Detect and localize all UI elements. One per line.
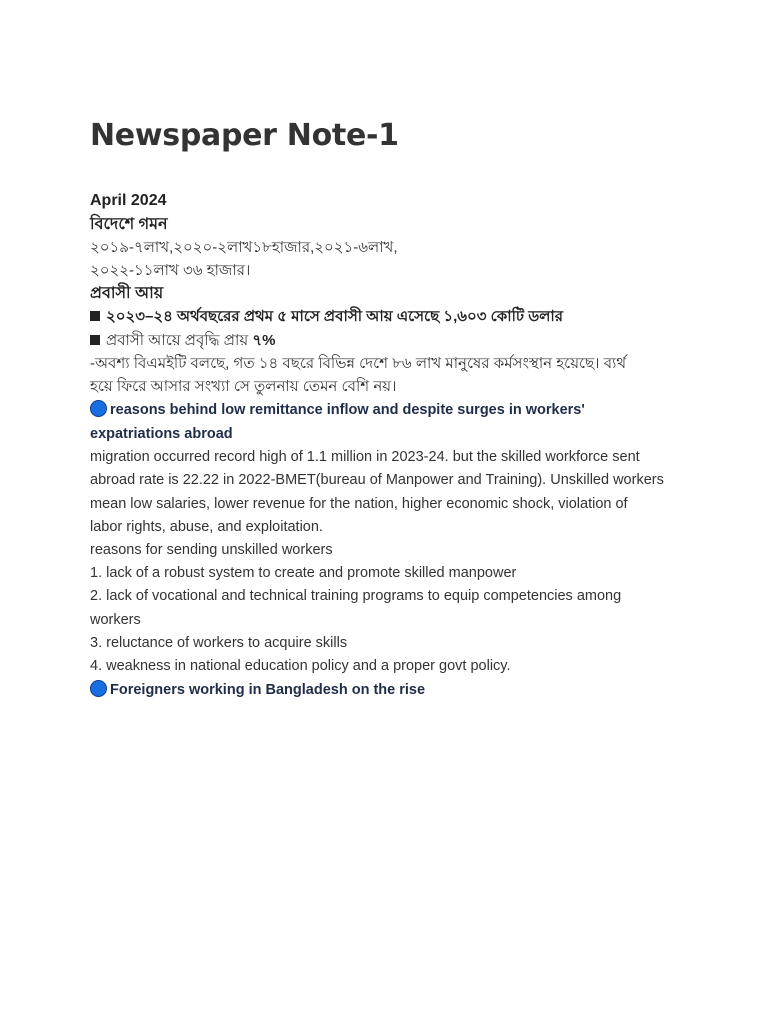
list-item: 4. weakness in national education policy and a proper govt policy. [90, 658, 511, 675]
reasons-list-title: reasons for sending unskilled workers [90, 542, 333, 559]
remittance-bullet-1-text: ২০২৩–২৪ অর্থবছরের প্রথম ৫ মাসে প্রবাসী আয় এসেছে ১,৬০৩ কোটি ডলার [106, 308, 564, 326]
abroad-stats-line-2: ২০২২-১১লাখ ৩৬ হাজার। [90, 262, 251, 280]
reasons-heading-line-2: expatriations abroad [90, 426, 233, 443]
reasons-heading [90, 398, 690, 422]
list-item: 2. lack of vocational and technical training programs to equip competencies among [90, 588, 622, 605]
blue-circle-icon [90, 400, 107, 417]
bmet-line-1: -অবশ্য বিএমইটি বলছে, গত ১৪ বছরে বিভিন্ন দেশে ৮৬ লাখ মানুষের কর্মসংস্থান হয়েছে। ব্যর্থ [90, 354, 627, 372]
black-square-bullet-icon [90, 335, 100, 345]
migration-line-2: abroad rate is 22.22 in 2022-BMET(bureau of Manpower and Training). Unskilled workers [90, 472, 664, 489]
black-square-bullet-icon [90, 311, 100, 321]
section-heading-remittance: প্রবাসী আয় [90, 285, 164, 303]
bmet-line-2: হয়ে ফিরে আসার সংখ্যা সে তুলনায় তেমন বেশি নয়। [90, 378, 397, 396]
reasons-heading-line-1: reasons behind low remittance inflow and despite surges in workers' [110, 402, 585, 419]
list-item: 1. lack of a robust system to create and promote skilled manpower [90, 565, 517, 582]
remittance-bullet-1 [90, 305, 690, 328]
migration-line-3: mean low salaries, lower revenue for the nation, higher economic shock, violation of [90, 495, 628, 512]
blue-circle-icon [90, 680, 107, 697]
migration-line-4: labor rights, abuse, and exploitation. [90, 518, 323, 535]
list-item: 3. reluctance of workers to acquire skills [90, 634, 348, 651]
note-content [90, 116, 690, 702]
section-heading-abroad-travel: বিদেশে গমন [90, 216, 168, 233]
foreigners-heading-text: Foreigners working in Bangladesh on the rise [110, 682, 426, 699]
page-title: Newspaper Note-1 [90, 118, 399, 153]
month-heading: April 2024 [90, 192, 167, 209]
abroad-stats-line-1: ২০১৯-৭লাখ,২০২০-২লাখ১৮হাজার,২০২১-৬লাখ, [90, 239, 398, 256]
remittance-bullet-2 [90, 329, 690, 352]
migration-line-1: migration occurred record high of 1.1 million in 2023-24. but the skilled workforce sent [90, 449, 640, 466]
remittance-bullet-2-text: প্রবাসী আয়ে প্রবৃদ্ধি প্রায় [106, 331, 253, 349]
foreigners-heading [90, 678, 690, 702]
list-item: workers [90, 611, 141, 628]
remittance-growth-value: ৭% [252, 331, 276, 349]
